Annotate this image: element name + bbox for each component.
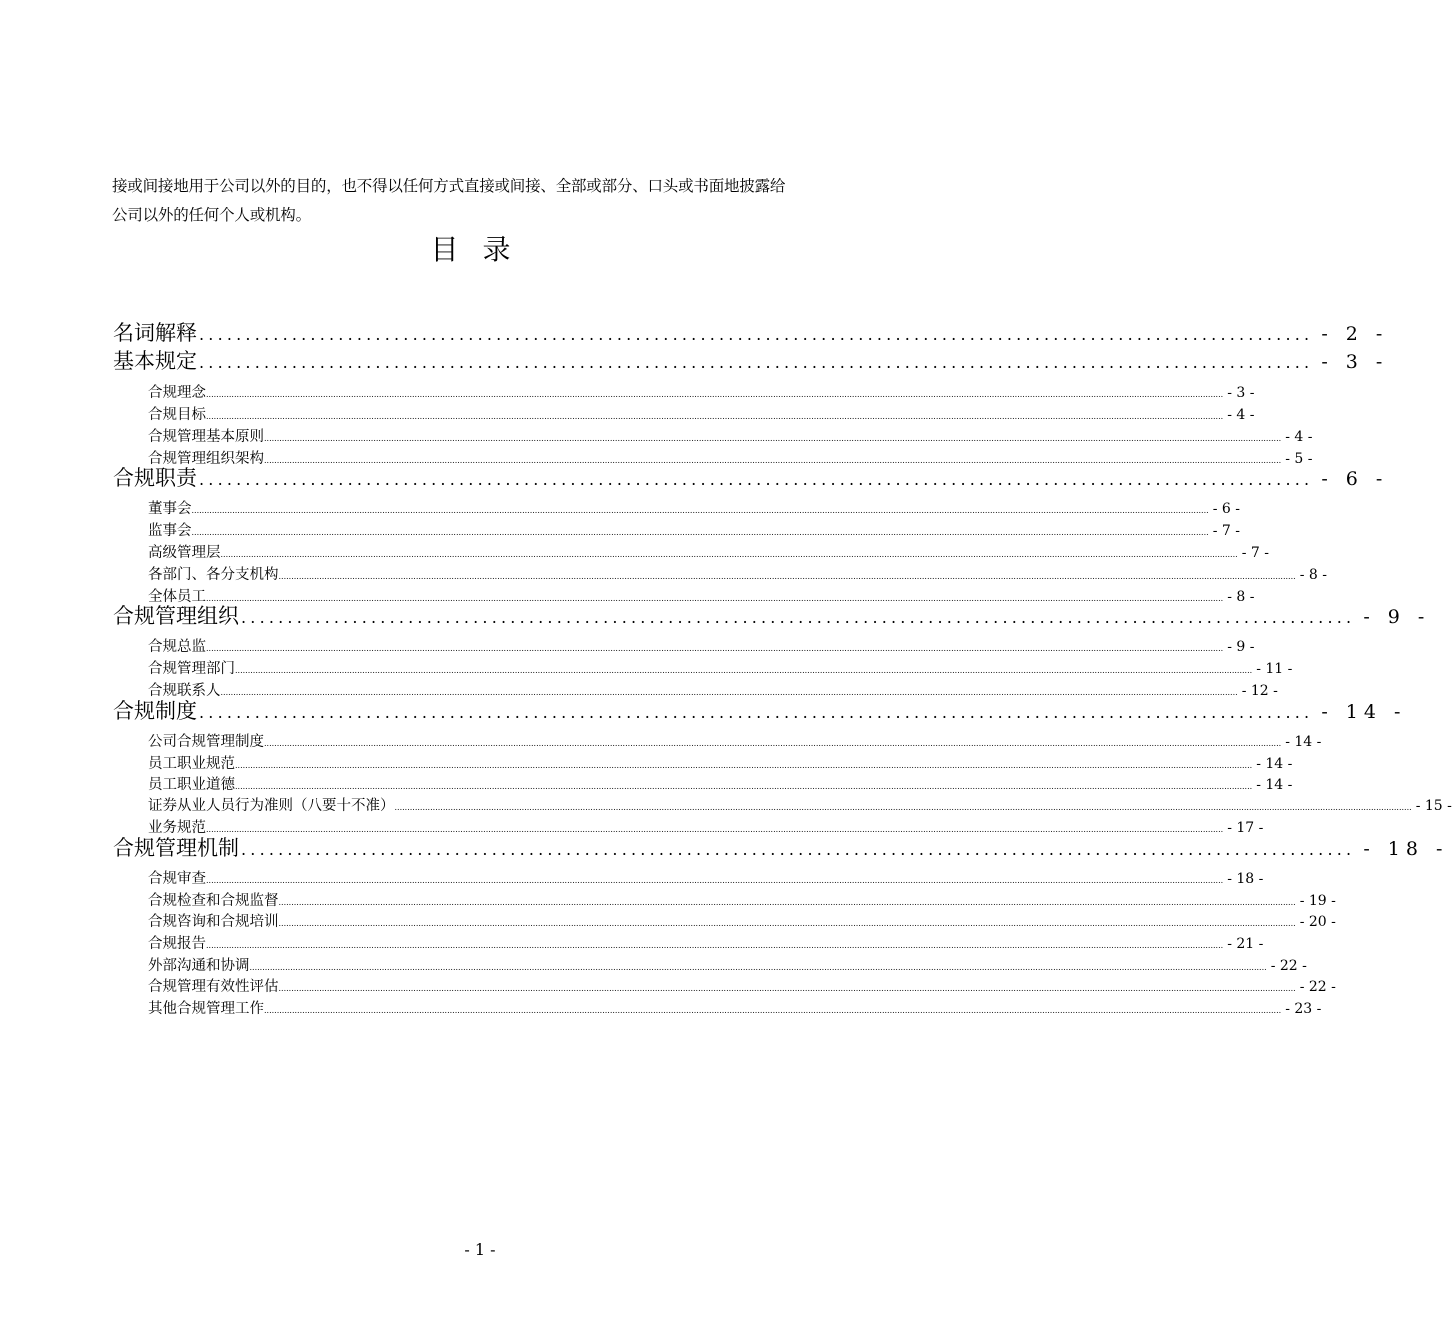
toc-subentry-page: - 3 -	[1227, 385, 1255, 401]
toc-leader-dots: ........................................................................................................................	[199, 470, 1314, 489]
page-number-footer: - 1 -	[464, 1240, 496, 1259]
toc-subentry-label: 董事会	[148, 501, 192, 517]
toc-leader-dots: ........................................................................................................................	[241, 608, 1356, 627]
toc-subentry[interactable]	[148, 543, 1269, 563]
toc-subentry[interactable]	[148, 405, 1255, 425]
toc-subentry-label: 高级管理层	[148, 545, 221, 561]
toc-subentry[interactable]	[148, 912, 1336, 932]
toc-subentry-label: 合规联系人	[148, 683, 221, 699]
toc-subentry-label: 证券从业人员行为准则（八要十不准）	[148, 798, 395, 814]
toc-leader-dots: ................................................................................................................................................................................................................................................................................................................................................................................................................	[206, 390, 1224, 399]
toc-entry-label: 合规管理机制	[113, 836, 239, 860]
toc-subentry-label: 全体员工	[148, 589, 206, 605]
toc-entry[interactable]	[113, 698, 1407, 724]
toc-leader-dots: ................................................................................................................................................................................................................................................................................................................................................................................................................	[206, 941, 1224, 950]
toc-entry-page: - 3 -	[1321, 351, 1389, 373]
toc-entry-label: 基本规定	[113, 349, 197, 373]
toc-subentry-page: - 14 -	[1256, 756, 1293, 772]
toc-subentry[interactable]	[148, 565, 1327, 585]
toc-subentry-label: 合规目标	[148, 407, 206, 423]
toc-subentry[interactable]	[148, 521, 1240, 541]
toc-leader-dots: ................................................................................................................................................................................................................................................................................................................................................................................................................	[191, 528, 1209, 537]
toc-entry[interactable]	[113, 603, 1431, 629]
toc-subentry-page: - 6 -	[1212, 501, 1240, 517]
toc-subentry[interactable]	[148, 956, 1307, 976]
toc-subentry-page: - 7 -	[1241, 545, 1269, 561]
toc-leader-dots: ................................................................................................................................................................................................................................................................................................................................................................................................................	[264, 456, 1282, 465]
toc-subentry[interactable]	[148, 775, 1293, 795]
toc-entry[interactable]	[113, 835, 1449, 861]
toc-leader-dots: ................................................................................................................................................................................................................................................................................................................................................................................................................	[278, 898, 1296, 907]
toc-entry-label: 合规制度	[113, 699, 197, 723]
toc-leader-dots: ................................................................................................................................................................................................................................................................................................................................................................................................................	[264, 434, 1282, 443]
toc-leader-dots: ................................................................................................................................................................................................................................................................................................................................................................................................................	[264, 739, 1282, 748]
toc-subentry-label: 业务规范	[148, 820, 206, 836]
toc-subentry-page: - 23 -	[1285, 1001, 1322, 1017]
toc-subentry-label: 外部沟通和协调	[148, 958, 250, 974]
toc-entry-page: - 14 -	[1321, 701, 1407, 723]
toc-entry-label: 名词解释	[113, 321, 197, 345]
toc-subentry-label: 合规理念	[148, 385, 206, 401]
toc-leader-dots: ........................................................................................................................	[241, 840, 1356, 859]
toc-entry-page: - 6 -	[1321, 468, 1389, 490]
toc-subentry-page: - 15 -	[1415, 798, 1452, 814]
toc-subentry-label: 各部门、各分支机构	[148, 567, 279, 583]
toc-subentry-page: - 12 -	[1241, 683, 1278, 699]
toc-subentry-label: 合规审查	[148, 871, 206, 887]
toc-entry-label: 合规职责	[113, 466, 197, 490]
toc-title: 目录	[430, 233, 535, 266]
toc-subentry-page: - 22 -	[1299, 979, 1336, 995]
toc-subentry-label: 合规报告	[148, 936, 206, 952]
toc-subentry-label: 合规管理组织架构	[148, 451, 264, 467]
toc-entry-page: - 9 -	[1363, 606, 1431, 628]
toc-subentry-page: - 5 -	[1285, 451, 1313, 467]
toc-entry[interactable]	[113, 465, 1389, 491]
toc-leader-dots: ........................................................................................................................	[199, 703, 1314, 722]
toc-subentry[interactable]	[148, 999, 1322, 1019]
toc-subentry[interactable]	[148, 499, 1240, 519]
toc-subentry-page: - 22 -	[1270, 958, 1307, 974]
toc-leader-dots: ................................................................................................................................................................................................................................................................................................................................................................................................................	[278, 919, 1296, 928]
toc-subentry-label: 员工职业规范	[148, 756, 235, 772]
toc-subentry-page: - 17 -	[1227, 820, 1264, 836]
toc-entry[interactable]	[113, 320, 1389, 346]
toc-subentry-page: - 20 -	[1299, 914, 1336, 930]
toc-leader-dots: ................................................................................................................................................................................................................................................................................................................................................................................................................	[235, 666, 1253, 675]
toc-leader-dots: ........................................................................................................................	[199, 325, 1314, 344]
toc-subentry-page: - 8 -	[1299, 567, 1327, 583]
toc-leader-dots: ................................................................................................................................................................................................................................................................................................................................................................................................................	[206, 412, 1224, 421]
toc-subentry[interactable]	[148, 977, 1336, 997]
toc-subentry-label: 合规管理有效性评估	[148, 979, 279, 995]
toc-subentry-page: - 18 -	[1227, 871, 1264, 887]
intro-line-2: 公司以外的任何个人或机构。	[112, 206, 311, 224]
toc-leader-dots: ................................................................................................................................................................................................................................................................................................................................................................................................................	[191, 506, 1209, 515]
toc-leader-dots: ................................................................................................................................................................................................................................................................................................................................................................................................................	[278, 984, 1296, 993]
toc-subentry-label: 合规咨询和合规培训	[148, 914, 279, 930]
intro-line-1: 接或间接地用于公司以外的目的，也不得以任何方式直接或间接、全部或部分、口头或书面地披露给	[112, 177, 786, 195]
toc-leader-dots: ................................................................................................................................................................................................................................................................................................................................................................................................................	[264, 1006, 1282, 1015]
toc-subentry-label: 监事会	[148, 523, 192, 539]
toc-entry-page: - 18 -	[1363, 838, 1449, 860]
toc-entry[interactable]	[113, 348, 1389, 374]
toc-subentry-page: - 4 -	[1227, 407, 1255, 423]
toc-subentry-label: 合规管理部门	[148, 661, 235, 677]
toc-leader-dots: ................................................................................................................................................................................................................................................................................................................................................................................................................	[235, 782, 1253, 791]
toc-leader-dots: ................................................................................................................................................................................................................................................................................................................................................................................................................	[394, 803, 1412, 812]
toc-subentry-label: 员工职业道德	[148, 777, 235, 793]
toc-leader-dots: ................................................................................................................................................................................................................................................................................................................................................................................................................	[220, 688, 1238, 697]
toc-subentry-page: - 14 -	[1256, 777, 1293, 793]
toc-subentry[interactable]	[148, 659, 1293, 679]
toc-subentry[interactable]	[148, 637, 1255, 657]
toc-subentry-page: - 21 -	[1227, 936, 1264, 952]
toc-leader-dots: ................................................................................................................................................................................................................................................................................................................................................................................................................	[249, 963, 1267, 972]
toc-leader-dots: ................................................................................................................................................................................................................................................................................................................................................................................................................	[220, 550, 1238, 559]
toc-subentry[interactable]	[148, 891, 1336, 911]
toc-leader-dots: ................................................................................................................................................................................................................................................................................................................................................................................................................	[235, 761, 1253, 770]
toc-entry-page: - 2 -	[1321, 323, 1389, 345]
toc-subentry-page: - 7 -	[1212, 523, 1240, 539]
toc-subentry[interactable]	[148, 732, 1322, 752]
toc-subentry-label: 合规检查和合规监督	[148, 893, 279, 909]
toc-subentry-page: - 11 -	[1256, 661, 1293, 677]
toc-subentry[interactable]	[148, 796, 1452, 816]
toc-subentry[interactable]	[148, 869, 1264, 889]
toc-subentry-label: 合规总监	[148, 639, 206, 655]
toc-leader-dots: ................................................................................................................................................................................................................................................................................................................................................................................................................	[206, 876, 1224, 885]
toc-subentry-label: 其他合规管理工作	[148, 1001, 264, 1017]
intro-paragraph	[112, 172, 852, 230]
toc-subentry[interactable]	[148, 383, 1255, 403]
toc-subentry[interactable]	[148, 754, 1293, 774]
toc-leader-dots: ................................................................................................................................................................................................................................................................................................................................................................................................................	[206, 825, 1224, 834]
toc-leader-dots: ........................................................................................................................	[199, 353, 1314, 372]
toc-subentry[interactable]	[148, 427, 1313, 447]
toc-leader-dots: ................................................................................................................................................................................................................................................................................................................................................................................................................	[206, 644, 1224, 653]
toc-subentry-page: - 9 -	[1227, 639, 1255, 655]
toc-subentry-label: 合规管理基本原则	[148, 429, 264, 445]
toc-subentry[interactable]	[148, 934, 1264, 954]
toc-subentry-page: - 4 -	[1285, 429, 1313, 445]
toc-subentry-page: - 19 -	[1299, 893, 1336, 909]
toc-subentry-page: - 8 -	[1227, 589, 1255, 605]
toc-entry-label: 合规管理组织	[113, 604, 239, 628]
toc-subentry-label: 公司合规管理制度	[148, 734, 264, 750]
toc-leader-dots: ................................................................................................................................................................................................................................................................................................................................................................................................................	[206, 594, 1224, 603]
toc-subentry-page: - 14 -	[1285, 734, 1322, 750]
toc-leader-dots: ................................................................................................................................................................................................................................................................................................................................................................................................................	[278, 572, 1296, 581]
